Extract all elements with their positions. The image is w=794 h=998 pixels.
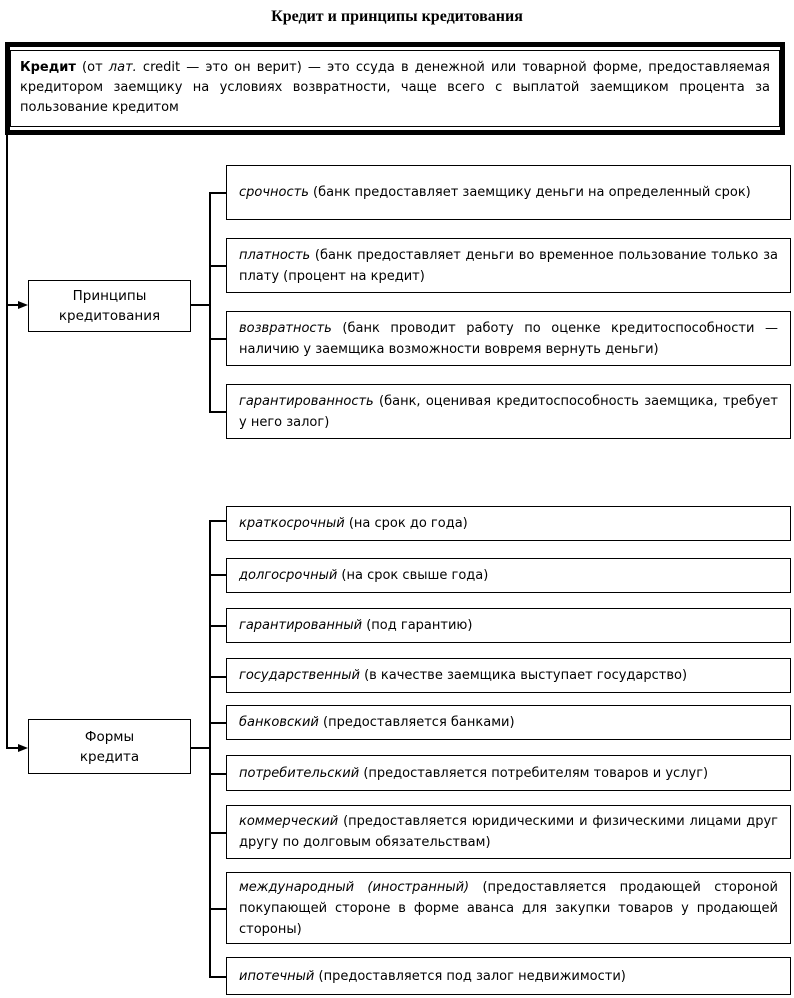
forms-branch-line [191, 747, 209, 749]
forms-box [28, 719, 191, 774]
principle-item [226, 238, 791, 293]
form-desc: (на срок до года) [344, 516, 468, 531]
form-term: долгосрочный [239, 568, 338, 583]
form-desc: (предоставляется банками) [318, 715, 515, 730]
form-item [226, 558, 791, 593]
diagram-title: Кредит и принципы кредитования [271, 8, 523, 25]
principle-desc: (банк предоставляет заемщику деньги на определенный срок) [308, 185, 751, 200]
principle-item [226, 384, 791, 439]
principles-arrow [18, 301, 28, 309]
principles-box [28, 280, 191, 332]
form-term: банковский [239, 715, 319, 730]
principles-tick [209, 411, 226, 413]
definition-text: credit — это он верит) — это ссуда в денежной или товарной форме, предоставляемая кредитором заемщику на условиях возвратности, чаще всего с выплатой заемщиком процента за пользование кредитом [20, 60, 770, 115]
form-term: краткосрочный [239, 516, 345, 531]
principles-tick [209, 265, 226, 267]
form-desc: (предоставляется под залог недвижимости) [314, 968, 626, 984]
principles-label-2: кредитования [58, 308, 161, 324]
form-item [226, 957, 791, 995]
form-item [226, 805, 791, 859]
forms-arrow [18, 744, 28, 752]
principle-desc: (банк, оценивая кредитоспособность заемщика, требует у него залог) [239, 393, 778, 430]
forms-tick [209, 773, 226, 775]
principle-term: платность [239, 247, 311, 263]
form-desc: (в качестве заемщика выступает государство) [359, 668, 688, 683]
definition-open: (от [75, 60, 109, 75]
principles-bracket-line [209, 192, 211, 412]
definition-box [10, 50, 780, 127]
definition-term: Кредит [20, 60, 76, 75]
form-item [226, 705, 791, 740]
forms-tick [209, 574, 226, 576]
form-term: гарантированный [239, 618, 363, 633]
forms-tick [209, 676, 226, 678]
form-desc: (предоставляется продающей стороной покупающей стороне в форме аванса для закупки товаров у продающей стороны) [239, 879, 778, 937]
forms-tick [209, 832, 226, 834]
form-item [226, 658, 791, 693]
form-desc: (предоставляется потребителям товаров и услуг) [359, 765, 709, 781]
form-term: коммерческий [239, 814, 339, 829]
forms-label-2: кредита [79, 748, 140, 765]
principles-label-1: Принципы [72, 288, 147, 304]
principles-tick [209, 192, 226, 194]
principles-branch-line [191, 304, 209, 306]
principle-term: возвратность [239, 320, 332, 336]
forms-tick [209, 976, 226, 978]
form-term: государственный [239, 668, 360, 683]
principle-desc: (банк предоставляет деньги во временное пользование только за плату (процент на кредит) [239, 247, 778, 284]
principle-term: гарантированность [239, 393, 374, 409]
main-trunk-line [6, 135, 8, 749]
forms-tick [209, 520, 226, 522]
form-item [226, 755, 791, 791]
principle-term: срочность [239, 185, 309, 200]
form-item [226, 506, 791, 541]
form-item [226, 608, 791, 643]
form-desc: (на срок свыше года) [337, 568, 489, 583]
form-term: потребительский [239, 765, 360, 781]
form-desc: (предоставляется юридическими и физическими лицами друг другу по долговым обязательствам) [239, 814, 778, 850]
definition-lat: лат. [108, 60, 137, 75]
forms-tick [209, 625, 226, 627]
principle-desc: (банк проводит работу по оценке кредитоспособности — наличию у заемщика возможности вовремя вернуть деньги) [239, 320, 778, 357]
form-term: международный (иностранный) [239, 879, 470, 895]
forms-tick [209, 908, 226, 910]
form-term: ипотечный [239, 968, 315, 984]
principles-tick [209, 338, 226, 340]
forms-label-1: Формы [84, 728, 135, 745]
principle-item [226, 311, 791, 366]
form-item [226, 872, 791, 944]
form-desc: (под гарантию) [362, 618, 473, 633]
principle-item [226, 165, 791, 220]
forms-tick [209, 722, 226, 724]
